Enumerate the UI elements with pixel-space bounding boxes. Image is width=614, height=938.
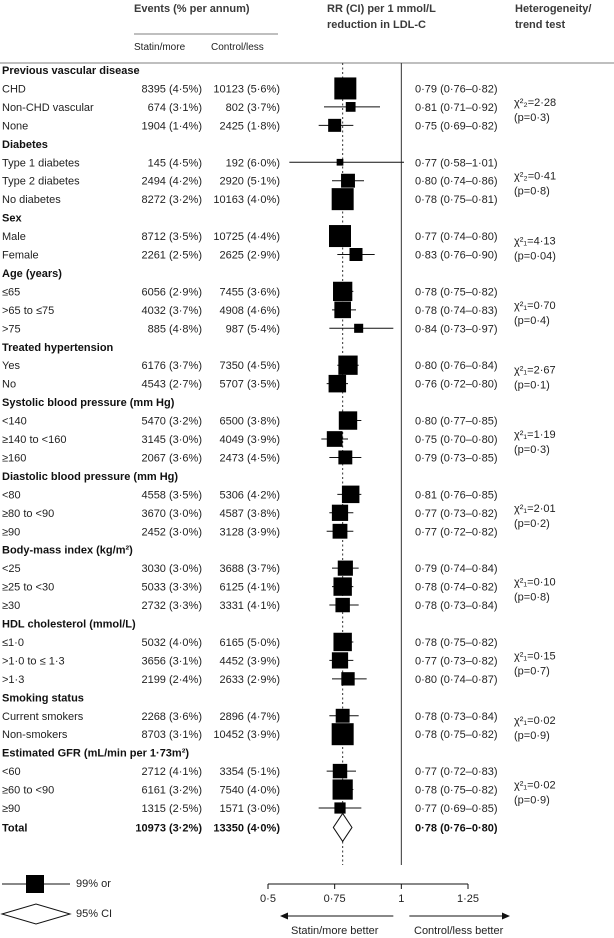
control-events: 2920 (5·1%) [219, 175, 280, 188]
row-label: Yes [2, 360, 20, 373]
rr-ci-value: 0·78 (0·74–0·83) [415, 304, 498, 317]
statin-events: 1315 (2·5%) [141, 803, 202, 815]
heterogeneity-statistic: χ²₂=0·41 [514, 170, 557, 183]
control-events: 10163 (4·0%) [213, 194, 280, 207]
effect-square [328, 119, 341, 132]
x-tick-label: 1·25 [456, 893, 480, 905]
rr-ci-value: 0·77 (0·73–0·82) [415, 507, 498, 520]
row-label: >75 [2, 323, 21, 336]
row-label: Current smokers [2, 710, 84, 723]
legend-square-label: 99% or [76, 878, 111, 890]
effect-square [342, 486, 360, 504]
effect-square [334, 77, 356, 99]
row-label: ≥25 to <30 [2, 581, 55, 594]
rr-ci-value: 0·75 (0·69–0·82) [415, 120, 498, 133]
rr-ci-value: 0·78 (0·73–0·84) [415, 600, 498, 613]
row-label: <140 [2, 415, 27, 428]
group-title: Body-mass index (kg/m²) [2, 544, 133, 557]
control-events: 3331 (4·1%) [219, 600, 280, 613]
row-label: >1·3 [2, 673, 25, 686]
statin-events: 2199 (2·4%) [141, 673, 202, 686]
statin-events: 5032 (4·0%) [141, 636, 202, 649]
events-header: Events (% per annum) [134, 3, 250, 15]
statin-events: 6056 (2·9%) [141, 286, 202, 299]
control-events: 10725 (4·4%) [213, 231, 280, 244]
rr-ci-value: 0·80 (0·77–0·85) [415, 415, 498, 428]
control-events: 3688 (3·7%) [219, 563, 280, 576]
rr-ci-value: 0·77 (0·69–0·85) [415, 803, 498, 815]
statin-events: 5470 (3·2%) [141, 415, 202, 428]
effect-square [346, 102, 356, 112]
effect-square [333, 779, 353, 799]
control-events: 2473 (4·5%) [219, 452, 280, 465]
effect-square [329, 375, 347, 393]
control-events: 4908 (4·6%) [219, 304, 280, 317]
statin-events: 2067 (3·6%) [141, 452, 202, 465]
rr-ci-value: 0·78 (0·75–0·82) [415, 636, 498, 649]
legend-diamond-label: 95% CI [76, 908, 113, 920]
row-label: ≥90 [2, 526, 21, 539]
statin-events: 5033 (3·3%) [141, 581, 202, 594]
control-events: 2896 (4·7%) [219, 710, 280, 723]
heterogeneity-header-line1: Heterogeneity/ [515, 3, 592, 15]
heterogeneity-p-value: (p=0·9) [514, 794, 550, 807]
effect-square [332, 505, 348, 521]
control-events: 6500 (3·8%) [219, 415, 280, 428]
heterogeneity-statistic: χ²₁=0·10 [514, 576, 556, 589]
row-label: Type 1 diabetes [2, 157, 80, 170]
statin-events: 145 (4·5%) [147, 157, 202, 170]
statin-events: 2452 (3·0%) [141, 526, 202, 539]
row-label: >1·0 to ≤ 1·3 [2, 655, 65, 668]
row-label: ≥160 [2, 452, 27, 465]
rr-ci-value: 0·78 (0·74–0·82) [415, 581, 498, 594]
heterogeneity-statistic: χ²₁=0·70 [514, 299, 556, 312]
left-arrow-head [280, 913, 288, 920]
legend-diamond [2, 904, 70, 924]
statin-events: 4543 (2·7%) [141, 378, 202, 391]
row-label: ≥80 to <90 [2, 507, 55, 520]
effect-square [333, 633, 351, 651]
statin-events: 3656 (3·1%) [141, 655, 202, 668]
row-label: Type 2 diabetes [2, 175, 80, 188]
effect-square [333, 282, 352, 301]
heterogeneity-p-value: (p=0·4) [514, 314, 550, 327]
rr-ci-value: 0·77 (0·72–0·82) [415, 526, 498, 539]
rr-ci-value: 0·76 (0·72–0·80) [415, 378, 498, 391]
rr-ci-value: 0·79 (0·73–0·85) [415, 452, 498, 465]
control-events: 2625 (2·9%) [219, 249, 280, 262]
row-label: Non-smokers [2, 729, 68, 742]
total-statin-events: 10973 (3·2%) [135, 822, 202, 835]
control-events: 2425 (1·8%) [219, 120, 280, 133]
statin-events: 8703 (3·1%) [141, 729, 202, 742]
rr-ci-value: 0·78 (0·73–0·84) [415, 710, 498, 723]
control-events: 7455 (3·6%) [219, 286, 280, 299]
statin-events: 8395 (4·5%) [141, 83, 202, 96]
rr-ci-value: 0·78 (0·75–0·81) [415, 194, 498, 207]
row-label: <25 [2, 563, 21, 576]
control-events: 4452 (3·9%) [219, 655, 280, 668]
effect-square [338, 356, 357, 375]
group-title: Systolic blood pressure (mm Hg) [2, 397, 175, 410]
rr-ci-value: 0·81 (0·76–0·85) [415, 489, 498, 502]
statin-events: 885 (4·8%) [147, 323, 202, 336]
group-title: Sex [2, 212, 22, 225]
rr-header-line2: reduction in LDL-C [327, 19, 426, 31]
effect-square [338, 451, 352, 465]
group-title: Treated hypertension [2, 341, 114, 354]
rr-ci-value: 0·80 (0·76–0·84) [415, 360, 498, 373]
control-events: 7350 (4·5%) [219, 360, 280, 373]
control-events: 2633 (2·9%) [219, 673, 280, 686]
statin-events: 3670 (3·0%) [141, 507, 202, 520]
statin-events: 3145 (3·0%) [141, 434, 202, 446]
control-events: 10452 (3·9%) [213, 729, 280, 742]
statin-events: 1904 (1·4%) [141, 120, 202, 133]
rr-ci-value: 0·79 (0·76–0·82) [415, 83, 498, 96]
x-axis [260, 884, 510, 920]
group-title: Smoking status [2, 692, 84, 705]
rr-ci-value: 0·78 (0·75–0·82) [415, 784, 498, 797]
axis-caption-right: Control/less better [414, 925, 504, 937]
right-arrow-head [502, 913, 510, 920]
rr-ci-value: 0·80 (0·74–0·86) [415, 175, 498, 188]
x-tick-label: 1 [398, 893, 405, 905]
effect-square [334, 802, 345, 813]
effect-square [338, 561, 353, 576]
rr-ci-value: 0·78 (0·75–0·82) [415, 286, 498, 299]
effect-square [335, 598, 349, 612]
group-title: Age (years) [2, 267, 62, 280]
row-label: Male [2, 231, 26, 244]
statin-events: 2712 (4·1%) [141, 766, 202, 779]
effect-square [336, 709, 350, 723]
total-rr-ci-value: 0·78 (0·76–0·80) [415, 822, 498, 835]
control-events: 10123 (5·6%) [213, 83, 280, 96]
heterogeneity-statistic: χ²₁=4·13 [514, 235, 556, 248]
row-label: No [2, 378, 17, 391]
row-label: ≥140 to <160 [2, 434, 67, 446]
total-diamond [333, 813, 352, 841]
statin-events: 2732 (3·3%) [141, 600, 202, 613]
effect-square [339, 411, 357, 429]
row-label: ≥60 to <90 [2, 784, 55, 797]
effect-square [332, 723, 354, 745]
statin-events: 6176 (3·7%) [141, 360, 202, 373]
heterogeneity-p-value: (p=0·2) [514, 517, 550, 530]
control-events: 3354 (5·1%) [219, 766, 280, 779]
heterogeneity-p-value: (p=0·7) [514, 665, 550, 678]
control-events: 192 (6·0%) [225, 157, 280, 170]
statin-events: 3030 (3·0%) [141, 563, 202, 576]
rr-ci-value: 0·84 (0·73–0·97) [415, 323, 498, 336]
row-label: CHD [2, 83, 26, 96]
row-label: None [2, 120, 29, 133]
control-events: 7540 (4·0%) [219, 784, 280, 797]
control-events: 6165 (5·0%) [219, 636, 280, 649]
rr-ci-value: 0·81 (0·71–0·92) [415, 101, 498, 114]
control-events: 4587 (3·8%) [219, 507, 280, 520]
heterogeneity-statistic: χ²₂=2·28 [514, 96, 557, 109]
control-events: 1571 (3·0%) [219, 803, 280, 815]
heterogeneity-p-value: (p=0·8) [514, 185, 550, 198]
effect-square [341, 174, 355, 188]
rr-ci-value: 0·75 (0·70–0·80) [415, 434, 498, 446]
rr-ci-value: 0·77 (0·58–1·01) [415, 157, 498, 170]
effect-square [332, 652, 348, 668]
row-label: Non-CHD vascular [2, 101, 94, 114]
control-events: 3128 (3·9%) [219, 526, 280, 539]
rr-ci-value: 0·78 (0·75–0·82) [415, 729, 498, 742]
statin-events: 4558 (3·5%) [141, 489, 202, 502]
row-label: <60 [2, 766, 21, 779]
row-label: <80 [2, 489, 21, 502]
heterogeneity-statistic: χ²₁=2·01 [514, 502, 556, 515]
group-title: Estimated GFR (mL/min per 1·73m²) [2, 747, 190, 760]
control-events: 987 (5·4%) [225, 323, 280, 336]
effect-square [327, 431, 343, 447]
total-label: Total [2, 822, 28, 835]
effect-square [333, 577, 351, 595]
control-events: 6125 (4·1%) [219, 581, 280, 594]
effect-square [341, 672, 354, 685]
legend-square [26, 875, 44, 893]
axis-caption-left: Statin/more better [291, 925, 379, 937]
heterogeneity-p-value: (p=0·04) [514, 250, 556, 263]
statin-events: 8272 (3·2%) [141, 194, 202, 207]
heterogeneity-statistic: χ²₁=0·02 [514, 779, 556, 792]
row-label: No diabetes [2, 194, 61, 207]
rr-ci-value: 0·83 (0·76–0·90) [415, 249, 498, 262]
heterogeneity-statistic: χ²₁=0·15 [514, 650, 556, 663]
forest-rows [2, 63, 556, 865]
effect-square [350, 248, 363, 261]
row-label: ≤65 [2, 286, 21, 299]
group-title: Diabetes [2, 138, 48, 151]
heterogeneity-p-value: (p=0·8) [514, 591, 550, 604]
row-label: ≤1·0 [2, 636, 24, 649]
control-events: 4049 (3·9%) [219, 434, 280, 446]
statin-events: 4032 (3·7%) [141, 304, 202, 317]
statin-events: 2261 (2·5%) [141, 249, 202, 262]
row-label: ≥30 [2, 600, 21, 613]
group-title: Diastolic blood pressure (mm Hg) [2, 470, 179, 483]
effect-square [332, 188, 354, 210]
rr-header-line1: RR (CI) per 1 mmol/L [327, 3, 436, 15]
heterogeneity-statistic: χ²₁=2·67 [514, 364, 556, 377]
control-events: 5306 (4·2%) [219, 489, 280, 502]
statin-events: 8712 (3·5%) [141, 231, 202, 244]
heterogeneity-statistic: χ²₁=0·02 [514, 714, 556, 727]
effect-square [337, 159, 344, 166]
rr-ci-value: 0·77 (0·74–0·80) [415, 231, 498, 244]
effect-square [333, 764, 347, 778]
row-label: Female [2, 249, 39, 262]
effect-square [334, 302, 351, 319]
statin-column-header: Statin/more [134, 42, 186, 53]
heterogeneity-p-value: (p=0·9) [514, 729, 550, 742]
rr-ci-value: 0·79 (0·74–0·84) [415, 563, 498, 576]
row-label: >65 to ≤75 [2, 304, 55, 317]
effect-square [329, 225, 351, 247]
control-events: 5707 (3·5%) [219, 378, 280, 391]
effect-square [354, 324, 363, 333]
group-title: HDL cholesterol (mmol/L) [2, 618, 136, 631]
rr-ci-value: 0·77 (0·72–0·83) [415, 766, 498, 779]
statin-events: 2268 (3·6%) [141, 710, 202, 723]
rr-ci-value: 0·77 (0·73–0·82) [415, 655, 498, 668]
x-tick-label: 0·5 [260, 893, 276, 905]
control-events: 802 (3·7%) [225, 101, 280, 114]
heterogeneity-p-value: (p=0·3) [514, 111, 550, 124]
group-title: Previous vascular disease [2, 65, 140, 77]
heterogeneity-p-value: (p=0·3) [514, 444, 550, 456]
statin-events: 6161 (3·2%) [141, 784, 202, 797]
heterogeneity-p-value: (p=0·1) [514, 379, 550, 392]
total-control-events: 13350 (4·0%) [213, 822, 280, 835]
control-column-header: Control/less [211, 42, 264, 53]
heterogeneity-header-line2: trend test [515, 19, 566, 31]
x-tick-label: 0·75 [323, 893, 346, 905]
row-label: ≥90 [2, 803, 21, 815]
statin-events: 2494 (4·2%) [141, 175, 202, 188]
legend [2, 875, 70, 924]
heterogeneity-statistic: χ²₁=1·19 [514, 429, 556, 441]
statin-events: 674 (3·1%) [147, 101, 202, 114]
effect-square [333, 524, 348, 539]
rr-ci-value: 0·80 (0·74–0·87) [415, 673, 498, 686]
